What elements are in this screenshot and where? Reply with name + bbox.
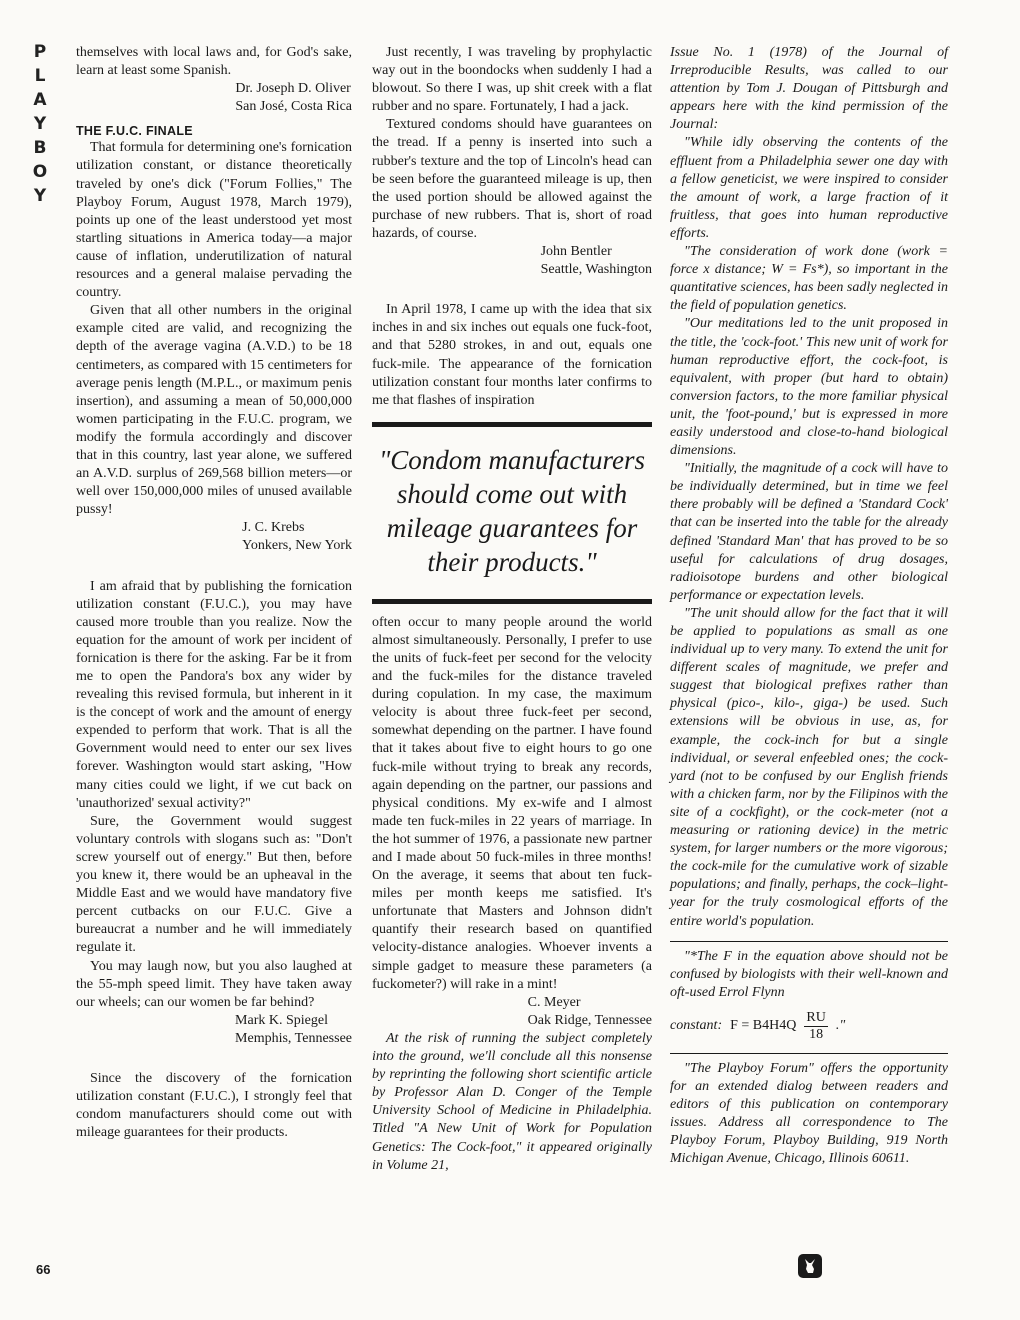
divider [670,941,948,942]
magazine-side-label: PLAYBOY [30,42,50,210]
formula-lhs: F = B4H4Q [730,1018,797,1034]
signature-place: Yonkers, New York [242,538,352,554]
letter-text: Textured condoms should have guarantees on the tread. If a penny is inserted into such a rubber's texture and the top of Lincoln's head can be seen before the guaranteed mileage is up, then the used portion should be allowed against the purchase of new rubbers. That is, short of road hazards, of course. [372,117,652,241]
column-middle [372,44,652,1175]
letter-text: themselves with local laws and, for God's sake, learn at least some Spanish. [76,45,352,79]
formula [670,1010,948,1043]
section-heading: THE F.U.C. FINALE [76,124,193,139]
letter-text: Since the discovery of the fornication utilization constant (F.U.C.), I strongly feel that condom manufacturers should come out with mileage guarantees for their products. [76,1070,352,1141]
signature [372,243,652,279]
signature-name: Dr. Joseph D. Oliver [235,81,351,97]
formula-fraction [804,1010,827,1043]
forum-notice: "The Playboy Forum" offers the opportunity for an extended dialog between readers and editors of this publication on contemporary issues. Address all correspondence to The Playboy Forum, Playboy Building, 919 North Michigan Avenue, Chicago, Illinois 60611. [670,1060,948,1167]
letter-text: often occur to many people around the world almost simultaneously. Personally, I prefer to use the units of fuck-feet per second for the velocity and the fuck-miles for the distance traveled during copulation. In my case, the maximum velocity is about three fuck-feet per second, somewhat depending on the partner. I have found that it takes about five to eight hours to go one fuck-mile without trying to break any records, again depending on the partner, our passions and physical conditions. My ex-wife and I almost made ten fuck-miles in 22 years of marriage. In the hot summer of 1976, a passionate new partner and I made about 50 fuck-miles in three months! On the average, it seems that about ten fuck-miles per month keeps me satisfied. It's unfortunate that Masters and Johnson didn't quantify their research based on quantified velocity-distance analogies. Whoever invents a simple gadget to measure these parameters (a fuckometer?) will rake in a mint! [372,614,652,992]
formula-denominator: 18 [809,1026,824,1042]
letter-text: Given that all other numbers in the original example cited are valid, and recognizing the depth of the average vagina (A.V.D.) to be 18 centimeters, as compared with 15 centimeters for average penis length (M.P.L., or maximum penis insertion), and assuming a mean of 50,000,000 women participating in the F.U.C. program, we modify the formula accordingly and discover that in this country, last year alone, we suffered an A.V.D. surplus of 269,568 billion meters—or well over 150,000,000 miles of unused available pussy! [76,303,352,518]
editor-note: Issue No. 1 (1978) of the Journal of Irreproducible Results, was called to our attention by Tom J. Dougan of Pittsburgh and appears here with the kind permission of the Journal: [670,45,948,133]
article-text: "The consideration of work done (work = force x distance; W = Fs*), so important in the quantitative sciences, has been sadly neglected in the field of population genetics. [670,244,948,314]
article-text: "Initially, the magnitude of a cock will have to be individually determined, but in time we feel there probably will be defined a 'Standard Cock' that can be inserted into the table for the already defined 'Standard Man' that has proved to be so useful for calculations of drug dosages, radioisotope burdens and other biological performance or expectation levels. [670,461,948,603]
column-right [670,44,948,1168]
letter-text: Sure, the Government would suggest voluntary controls with slogans such as: "Don't screw yourself out of energy." But then, before you knew it, there would be an upheaval in the Middle East and we would have mandatory five percent cutbacks on our F.U.C. Give a bureaucrat a number and he will immediately regulate it. [76,813,352,956]
divider [670,1053,948,1054]
signature [76,519,352,555]
signature-name: Mark K. Spiegel [235,1012,328,1028]
signature-name: C. Meyer [527,994,581,1010]
letter-text: You may laugh now, but you also laughed at the 55-mph speed limit. They have taken away our wheels; can our women be far behind? [76,958,352,1010]
page-number: 66 [36,1262,51,1277]
letter-text: In April 1978, I came up with the idea that six inches in and six inches out equals one fuck-foot, and that 5280 strokes, in and out, equals one fuck-mile. The appearance of the fornication utilization constant four months later confirms to me that flashes of inspiration [372,302,652,408]
letter-text: That formula for determining one's fornication utilization constant, or distance theoretically traveled by one's dick ("Forum Follies," The Playboy Forum, August 1978, March 1979), points up one of the least understood yet most startling situations in America today—a major cause of inflation, underutilization of natural resources and a general malaise pervading the country. [76,140,352,301]
playboy-bunny-icon [798,1254,822,1278]
signature-place: Memphis, Tennessee [235,1030,352,1046]
pull-quote: "Condom manufacturers should come out with mileage guarantees for their products." [372,422,652,604]
formula-label: constant: [670,1018,723,1034]
formula-end: ." [835,1018,846,1034]
column-left [76,44,352,1142]
signature-name: John Bentler [540,244,612,260]
signature-place: San José, Costa Rica [235,99,352,115]
editor-note: At the risk of running the subject completely into the ground, we'll conclude all this nonsense by reprinting the following short scientific article by Professor Alan D. Conger of the Temple University School of Medicine in Philadelphia. Titled "A New Unit of Work for Population Genetics: The Cock-foot," it appeared originally in Volume 21, [372,1030,652,1173]
article-text: "The unit should allow for the fact that it will be applied to populations as small as one individual up to very many. To extend the unit for different scales of magnitude, we prefer and suggest that biological prefixes rather than physical (pico-, kilo-, giga-) be used. Such extensions will be obvious in use, as, for example, the cock-inch for but a single individual, or several enfeebled ones; the cock-yard (not to be confused by our English friends with a chicken farm, nor by the Filipinos with the site of a cockfight), or the cock-meter (not a measuring or rationing device) in the metric system, for larger numbers or the more vigorous; the cock-mile for the cumulative work of sizable populations; and finally, perhaps, the cock–light-year for the truly cosmological efforts of the entire world's population. [670,605,948,929]
signature [76,80,352,116]
article-text: "While idly observing the contents of the effluent from a Philadelphia sewer one day with a fellow geneticist, we were inspired to consider the amount of work, a large fraction of it fruitless, that goes into human reproductive efforts. [670,135,948,241]
letter-text: I am afraid that by publishing the fornication utilization constant (F.U.C.), you may have caused more trouble than you realize. Now the equation for the amount of work per incident of fornication is there for the asking. Far be it from me to open the Pandora's box any wider by revealing this revised formula, but inherent in it is the concept of work and the amount of energy expended to perform that work. That is all the Government would need to enter our sex lives forever. Washington would start asking, "How many cities could we light, if we cut back on 'unauthorized' sexual activity?" [76,578,352,811]
formula-numerator: RU [806,1009,826,1025]
signature-name: J. C. Krebs [242,520,305,536]
signature [76,1012,352,1048]
signature [372,994,652,1030]
letter-text: Just recently, I was traveling by prophylactic way out in the boondocks when suddenly I had a blowout. So there I was, up shit creek with a flat rubber and no spare. Fortunately, I had a jack. [372,45,652,115]
signature-place: Oak Ridge, Tennessee [527,1012,652,1028]
article-text: "Our meditations led to the unit proposed in the title, the 'cock-foot.' This new unit of work for human reproductive effort, the cock-foot, is equivalent, with proper (but hard to obtain) conversion factors, to the more familiar physical unit, the 'foot-pound,' but is expressed in more easily understood and close-to-hand biological dimensions. [670,316,948,459]
footnote-text: "*The F in the equation above should not be confused by biologists with their well-known and oft-used Errol Flynn [670,948,948,1000]
signature-place: Seattle, Washington [540,262,652,278]
